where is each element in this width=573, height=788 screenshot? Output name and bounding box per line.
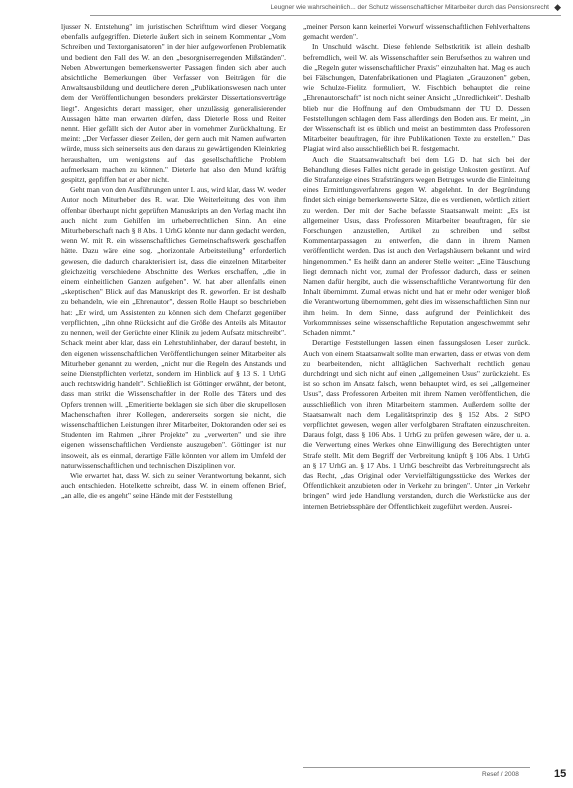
page-footer	[0, 764, 573, 788]
issue-label: Resef / 2008	[482, 771, 519, 778]
header-diamond-icon: ◆	[554, 2, 561, 12]
paragraph: Derartige Feststellungen lassen einen fassungslosen Leser zurück. Auch von einem Staatsanwalt sollte man erwarten, dass er etwas von dem zu bearbeitenden, nicht alltäglichen Sachverhalt rechtlich genau durchdringt und sich nicht auf einen „allgemeinen Usus" zurückzieht. Es ist so schon im Ansatz falsch, wenn behauptet wird, es sei „allgemeiner Usus", dass Professoren Arbeiten mit ihrem Namen veröffentlichen, die ausschließlich von ihren Mitarbeitern stammen. Außerdem sollte der Staatsanwalt nach dem Legalitätsprinzip des § 152 Abs. 2 StPO verpflichtet gewesen, wegen aller verfolgbaren Straftaten einzuschreiten. Daraus folgt, dass § 106 Abs. 1 UrhG zu prüfen gewesen wäre, der u. a. die Verwertung eines Werkes ohne Einwilligung des Berechtigten unter Strafe stellt. Mit dem Begriff der Verbreitung knüpft § 106 Abs. 1 UrhG an § 17 UrhG an. § 17 Abs. 1 UrhG beschreibt das Verbreitungsrecht als das Recht, „das Original oder Vervielfältigungsstücke des Werkes der Öffentlichkeit anzubieten oder in Verkehr zu bringen". Unter „in Verkehr bringen" wird jede Handlung verstanden, durch die Werkstücke aus der internen Betriebssphäre der Öffentlichkeit zugeführt werden. Ausrei-	[303, 338, 530, 511]
left-column	[61, 22, 286, 502]
paragraph: Auch die Staatsanwaltschaft bei dem LG D. hat sich bei der Behandlung dieses Falles nicht gerade in geistige Unkosten gestürzt. Auf die Strafanzeige eines Strafsträngers wegen Betruges wurde die Einleitung eines Ermittlungsverfahrens gegen W. abgelehnt. In der Begründung findet sich einige bemerkenswerte Sätze, die es verdienen, wörtlich zitiert zu werden. Der mit der Sache befasste Staatsanwalt meint: „Es ist allgemeiner Usus, dass Professoren Mitarbeiter beauftragen, für sie Forschungen anzustellen, Artikel zu schreiben und selbst Kommentarpassagen zu entwerfen, die dann in ihrem Namen veröffentlicht werden. Das ist auch den Verlagshäusern bekannt und wird hingenommen." Es heißt dann an anderer Stelle weiter: „Eine Täuschung liegt demnach nicht vor, zumal der Professor dadurch, dass er seinen Namen dafür hergibt, auch die wissenschaftliche Verantwortung für den Inhalt übernimmt. Zumal etwas nicht und hat er mehr oder weniger bloß die Verantwortung übernommen, geht dies im wissenschaftlichen Sinn nur ihm heim. In dem Sinne, dass aufgrund der Peinlichkeit des Vorkommnisses seine wissenschaftliche Reputation angeschwemmt sehr Schaden nimmt."	[303, 154, 530, 338]
paragraph: „meiner Person kann keinerlei Vorwurf wissenschaftlichen Fehlverhaltens gemacht werden".	[303, 22, 530, 42]
running-title: Leugner wie wahrscheinlich... der Schutz wissenschaftlicher Mitarbeiter durch das Pensionsrecht	[270, 4, 549, 11]
running-header	[0, 0, 573, 16]
page-number: 15	[554, 768, 567, 780]
paragraph: In Unschuld wäscht. Diese fehlende Selbstkritik ist allein deshalb befremdlich, weil W. als Wissenschaftler sein Berufsethos zu wahren und die „Regeln guter wissenschaftlicher Praxis" einzuhalten hat. Mag es auch bei Fälschungen, Datenfabrikationen und Plagiaten „Grauzonen" geben, wie Schulze-Fielitz formuliert, W. Fischbich behauptet die reine „Ehrenautorschaft" ist noch nicht seiner Ansicht „Unredlichkeit". Deshalb blieb nur die Hoffnung auf den Ombudsmann der TU D. Dessen Feststellungen schlagen dem Fass allerdings den Boden aus. Er meint, „in der Wissenschaft ist es üblich und meist an bestimmten dass Professoren Mitarbeiter beauftragen, für ihre Publikationen Texte zu erstellen." Das Plagiat wird also ausschließlich bei R. festgemacht.	[303, 42, 530, 154]
footer-rule	[303, 767, 530, 768]
right-column	[303, 22, 530, 512]
paragraph: Geht man von den Ausführungen unter I. aus, wird klar, dass W. weder Autor noch Miturheber des R. war. Die Weiterleitung des von ihm offenbar überhaupt nicht geprüften Manuskripts an den Verlag macht ihn auch nicht zum Gehilfen im urheberrechtlichen Sinn. An eine Miturheberschaft nach § 8 Abs. 1 UrhG könnte nur dann gedacht werden, wenn W. mit R. ein wissenschaftliches Gemeinschaftswerk geschaffen hätte. Dazu wäre eine sog. „horizontale Arbeitsteilung" erforderlich gewesen, die dadurch charakterisiert ist, dass die einzelnen Mitarbeiter gleichzeitig verschiedene Abschnitte des Werkes erschaffen, „die in einem einheitlichen Ganzen aufgehen". W. hat aber allenfalls einen „skeptischen" Blick auf das Manuskript des R. geworfen. Er ist deshalb zu behandeln, wie ein „Ehrenautor", dessen Rolle Haupt so beschrieben hat: „Er wird, um Assistenten zu können sich dem Chefarzt gegenüber verpflichten, „ihn ohne Rücksicht auf die Größe des Anteils als Mitautor zu nennen, weil der Gerüchte einer Klinik zu jedem Aufsatz mitschreibt". Schack meint aber klar, dass ein Lehrstuhlinhaber, der darauf besteht, in den eigenen wissenschaftlichen Veröffentlichungen seiner Mitarbeiter als Miturheber genannt zu werden, „nicht nur die Regeln des Anstands und seine Dienstpflichten verletzt, sondern im Hinblick auf § 13 S. 1 UrhG auch rechtswidrig handelt". Schließlich ist Göttinger erwähnt, der betont, dass man strikt die Wissenschaftler in der Rolle des Täters und des Opfers trennen will. „Emeritierte beklagen sie sich über die skrupellosen Machenschaften ihrer Kollegen, andererseits sorgen sie nicht, die wissenschaftlichen Leistungen ihrer Mitarbeiter, Doktoranden oder sei es Studenten im Rahmen „ihrer Projekte" zu „verwerten" und sie ihre eigenen wissenschaftlichen Verdienste auszugeben". Göttinger ist nur insoweit, als es einmal, derartige Fälle könnten vor allem im Umfeld der naturwissenschaftlichen und technischen Disziplinen vor.	[61, 185, 286, 470]
header-rule	[90, 15, 561, 16]
paragraph: ljusser N. Entstehung" im juristischen Schrifttum wird dieser Vorgang ebenfalls aufgegriffen. Dieterle äußert sich in seinem Kommentar „Vom Schreiben und Textorganisatoren" in der hier aufgeworfenen Problematik und bedient den Fall des W. an den „besorgniserregenden Mißständen". Neben Abwertungen bemerkenswerter Passagen finden sich aber auch absichtliche Bemerkungen über Verfasser von Beiträgen für die Anwaltsausbildung und deutlichere deren „Publikationswesen nach unter dem der Veröffentlichungen besonders prekärster Dissertationsverträge liegt". Angesichts derart massiger, eher unzulässig generalisierender Aussagen hätte man erwarten dürfen, dass Dieterle Ross und Reiter nennt. Hier gefällt sich der Autor aber in vornehmer Zurückhaltung. Er meint: „Der Verfasser dieser Zeilen, der gern auch mit Namen aufwarten würde, muss sich seinerseits aus den daraus zu gewärtigenden Kleinkrieg heraushalten, um wenigstens auf das gesellschaftliche Problem aufmerksam machen zu können." Dieterle hat also den Mund kräftig gespitzt, gepfiffen hat er aber nicht.	[61, 22, 286, 185]
paragraph: Wie erwartet hat, dass W. sich zu seiner Verantwortung bekannt, sich auch entschieden. Hotelkette schreibt, dass W. in einem offenen Brief, „an alle, die es angeht" seine Hände mit der Feststellung	[61, 470, 286, 501]
